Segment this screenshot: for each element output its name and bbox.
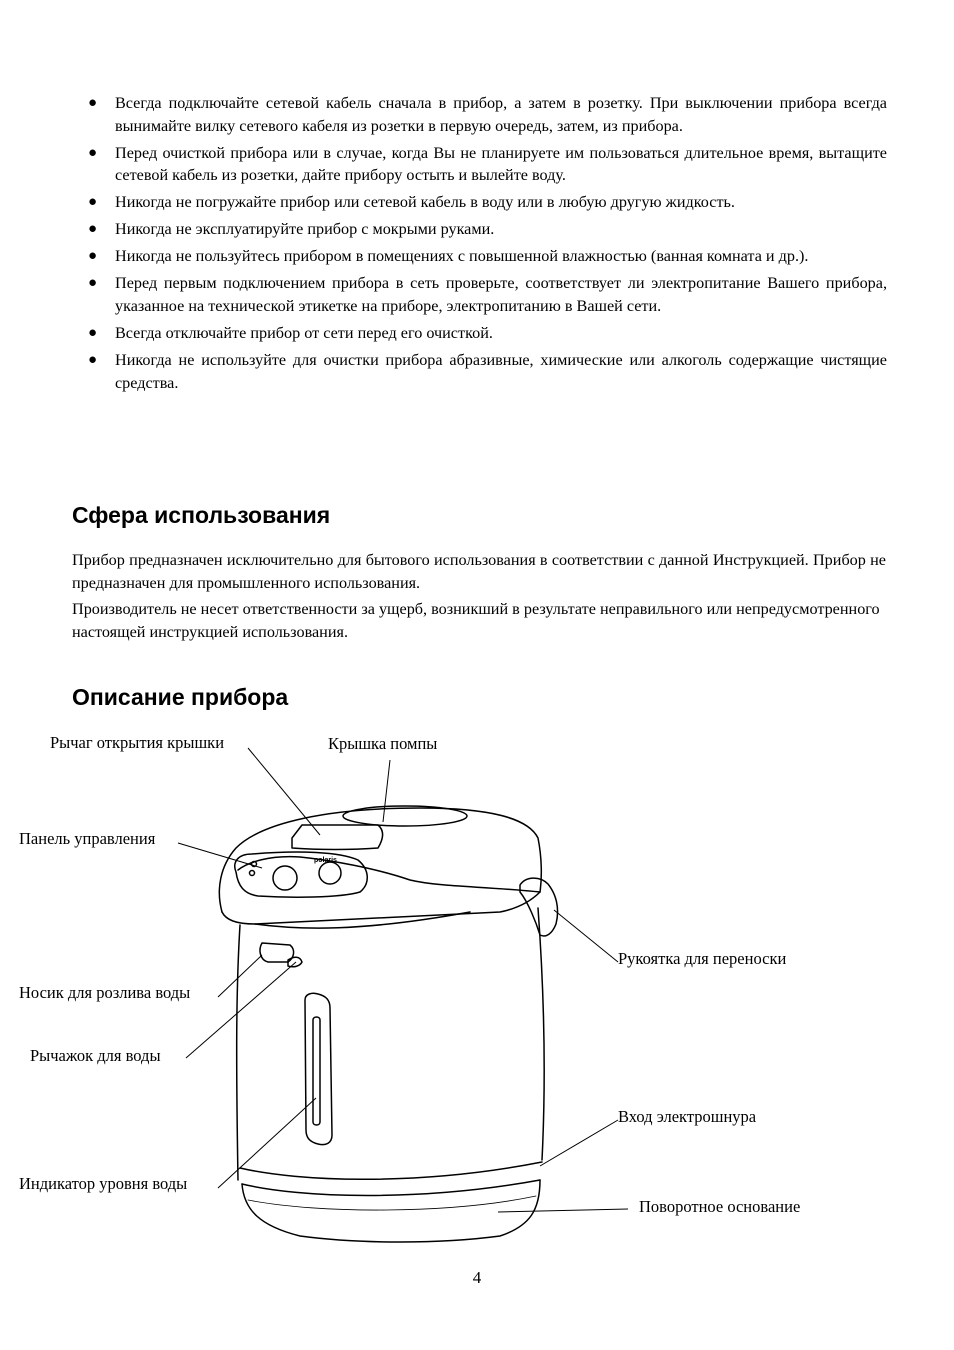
level-window-shape [305,993,332,1144]
usage-heading: Сфера использования [72,502,331,528]
lid-lever-shape [292,825,383,850]
usage-paragraph: Прибор предназначен исключительно для бытового использования в соответствии с данной Инструкцией. Прибор не предназначен для промышленного использования. [72,551,886,592]
safety-item: ● Никогда не погружайте прибор или сетевой кабель в воду или в любую другую жидкость. [72,191,887,214]
leader-rotating-base [498,1209,628,1212]
bullet-icon: ● [88,248,98,265]
label-water-lever: Рычажок для воды [30,1046,161,1065]
body-left-edge [237,925,240,1180]
label-handle: Рукоятка для переноски [618,949,787,968]
indicator-light-icon [250,871,255,876]
leader-handle [554,910,618,962]
bullet-icon: ● [88,221,98,238]
button-left-icon [273,866,297,890]
safety-item: ● Всегда отключайте прибор от сети перед его очисткой. [72,322,887,345]
label-power-inlet: Вход электрошнура [618,1107,757,1126]
brand-logo: polaris [314,857,337,864]
water-lever-shape [288,957,302,967]
bullet-icon: ● [88,95,98,111]
leader-water-lever [186,962,296,1058]
label-lid-lever: Рычаг открытия крышки [50,733,225,752]
label-rotating-base: Поворотное основание [639,1197,801,1216]
leader-level-indicator [218,1098,316,1188]
safety-item: ● Перед очисткой прибора или в случае, когда Вы не планируете им пользоваться длительное время, вытащите сетевой кабель из розетки, дайте прибору остыть и вылейте воду. [88,143,887,185]
label-spout: Носик для розлива воды [19,983,191,1002]
base-bottom [242,1180,540,1242]
bullet-icon: ● [88,352,98,369]
bullet-icon: ● [88,325,98,342]
safety-item: ● Перед первым подключением прибора в сеть проверьте, соответствует ли электропитание Вашего прибора, указанное на технической этикетке на приборе, электропитанию в Вашей сети. [88,274,887,315]
label-control-panel: Панель управления [19,829,156,848]
label-pump-cover: Крышка помпы [328,734,438,753]
base-line [242,1180,540,1196]
pump-cover-shape [343,806,467,826]
bullet-icon: ● [88,275,98,292]
bullet-icon: ● [88,144,98,161]
leader-pump-cover [383,760,390,822]
base-top [240,1162,542,1179]
leader-power-inlet [540,1120,618,1166]
body-right-edge [538,908,544,1160]
page-number: 4 [472,1268,482,1287]
safety-item: ● Никогда не эксплуатируйте прибор с мокрыми руками. [72,218,887,241]
safety-item: ● Никогда не пользуйтесь прибором в помещениях с повышенной влажностью (ванная комната и др.). [72,245,887,268]
level-tube-shape [313,1017,320,1125]
leader-control-panel [178,843,262,868]
leader-spout [218,955,262,997]
description-heading: Описание прибора [72,684,289,710]
safety-item: ● Никогда не используйте для очистки прибора абразивные, химические или алкоголь содержащие чистящие средства. [88,351,887,392]
safety-item: ● Всегда подключайте сетевой кабель сначала в прибор, а затем в розетку. При выключении прибора всегда вынимайте вилку сетевого кабеля из розетки в первую очередь, затем, из прибора. [88,94,887,135]
bullet-icon: ● [88,194,98,211]
label-level-indicator: Индикатор уровня воды [19,1174,188,1193]
leader-lid-lever [248,748,320,835]
liability-paragraph: Производитель не несет ответственности за ущерб, возникший в результате неправильного или непредусмотренного настоящей инструкцией использования. [72,600,880,641]
button-right-icon [319,862,341,884]
